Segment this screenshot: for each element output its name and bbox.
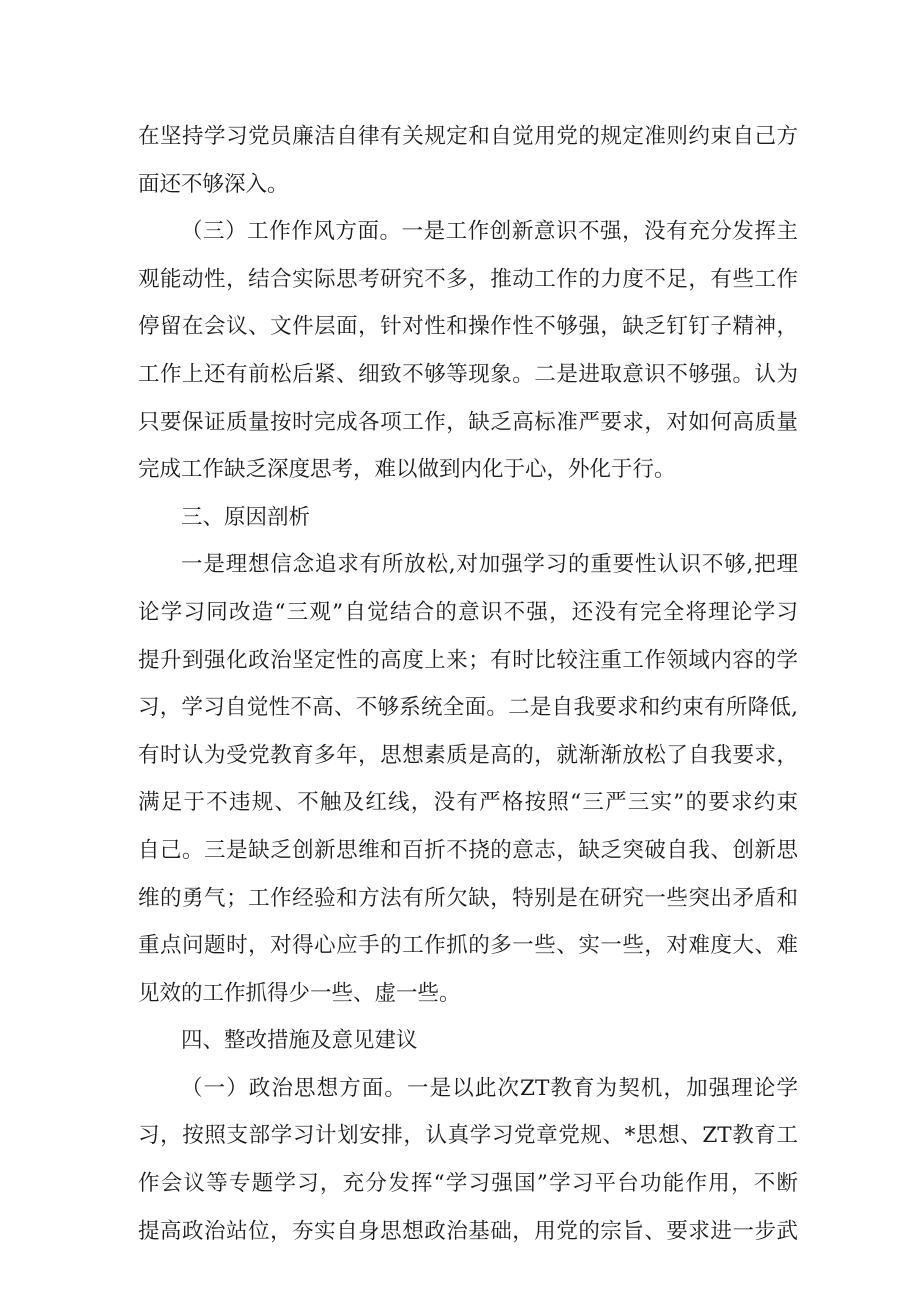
text-line: 停留在会议、文件层面，针对性和操作性不够强，缺乏钉钉子精神， (138, 314, 798, 340)
text-line: 自己。三是缺乏创新思维和百折不挠的意志，缺乏突破自我、创新思 (138, 837, 798, 863)
text-line: 见效的工作抓得少一些、虚一些。 (138, 980, 461, 1006)
section-heading-cause-analysis (138, 494, 798, 542)
text-line: 在坚持学习党员廉洁自律有关规定和自觉用党的规定准则约束自己方 (138, 124, 798, 149)
text-line: 完成工作缺乏深度思考，难以做到内化于心，外化于行。 (138, 457, 676, 483)
text-line: 只要保证质量按时完成各项工作，缺乏高标准严要求，对如何高质量 (138, 409, 798, 435)
text-line: 习，学习自觉性不高、不够系统全面。二是自我要求和约束有所降低, (138, 695, 798, 721)
text-line: 作会议等专题学习，充分发挥“学习强国”学习平台功能作用，不断 (138, 1171, 798, 1197)
text-line: 维的勇气；工作经验和方法有所欠缺，特别是在研究一些突出矛盾和 (138, 885, 798, 911)
text-line: 论学习同改造“三观”自觉结合的意识不强，还没有完全将理论学习 (138, 599, 798, 625)
paragraph-work-style (138, 208, 798, 494)
paragraph-cause-analysis (138, 541, 798, 1017)
text-line: 一是理想信念追求有所放松,对加强学习的重要性认识不够,把理 (181, 552, 798, 578)
text-line: （三）工作作风方面。一是工作创新意识不强，没有充分发挥主 (181, 219, 798, 245)
section-heading-rectification (138, 1017, 798, 1065)
paragraph-political-thought (138, 1065, 798, 1255)
heading-text: 三、原因剖析 (181, 504, 311, 530)
text-line: 重点问题时，对得心应手的工作抓的多一些、实一些，对难度大、难 (138, 933, 798, 959)
text-line: 习，按照支部学习计划安排，认真学习党章党规、*思想、ZT教育工 (138, 1123, 798, 1149)
text-line: 面还不够深入。 (138, 171, 289, 197)
text-line: 满足于不违规、不触及红线，没有严格按照“三严三实”的要求约束 (138, 790, 798, 816)
text-line: （一）政治思想方面。一是以此次ZT教育为契机，加强理论学 (181, 1075, 798, 1101)
text-line: 工作上还有前松后紧、细致不够等现象。二是进取意识不够强。认为 (138, 361, 798, 387)
document-body (138, 113, 798, 1255)
heading-text: 四、整改措施及意见建议 (181, 1028, 418, 1054)
text-line: 观能动性，结合实际思考研究不多，推动工作的力度不足，有些工作 (138, 266, 798, 292)
text-line: 提升到强化政治坚定性的高度上来；有时比较注重工作领域内容的学 (138, 647, 798, 673)
text-line: 提高政治站位，夯实自身思想政治基础，用党的宗旨、要求进一步武 (138, 1218, 798, 1244)
text-line: 有时认为受党教育多年，思想素质是高的，就渐渐放松了自我要求， (138, 742, 798, 768)
paragraph-party-discipline (138, 113, 798, 208)
